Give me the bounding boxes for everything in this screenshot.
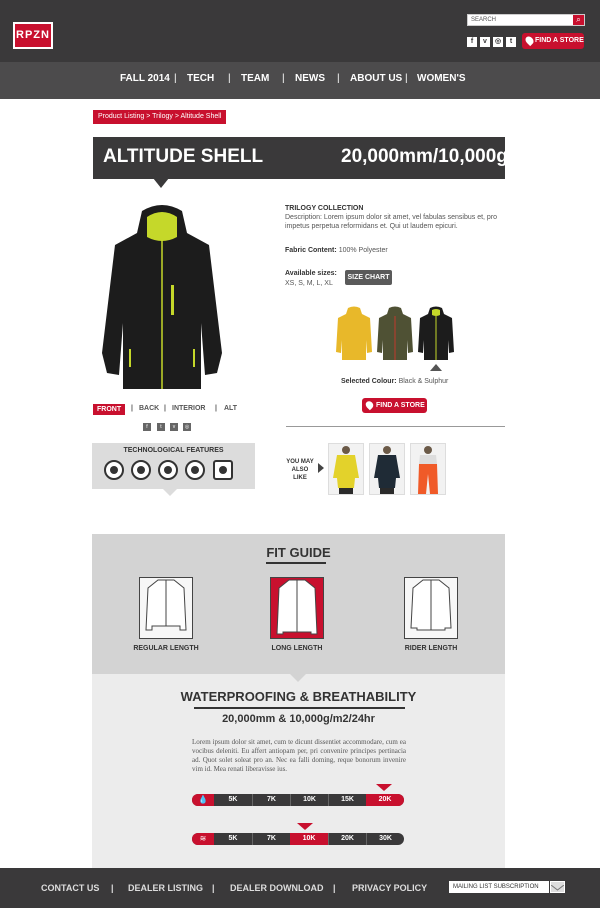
breath-scale-indicator (297, 823, 313, 830)
footer-separator: | (333, 883, 336, 893)
sizes-value: XS, S, M, L, XL (285, 280, 333, 287)
water-scale-20k: 20K (366, 794, 404, 806)
tech-pointer (163, 489, 177, 496)
title-pointer (153, 178, 169, 188)
related-product[interactable] (369, 443, 405, 495)
nav-separator: | (405, 73, 408, 84)
water-scale-indicator (376, 784, 392, 791)
view-alt-tab[interactable]: ALT (224, 405, 238, 412)
nav-separator: | (337, 73, 340, 84)
water-drop-icon: 💧 (192, 794, 214, 806)
fit-long-length[interactable] (270, 577, 324, 639)
breath-scale-30k: 30K (366, 833, 404, 845)
fabric-label: Fabric Content: (285, 247, 337, 254)
instagram-icon[interactable]: ◎ (494, 38, 502, 45)
tech-feature-icon[interactable] (185, 460, 205, 480)
waterproof-scale (192, 794, 404, 806)
breath-scale-5k: 5K (228, 835, 238, 842)
share-facebook-icon[interactable]: f (143, 423, 151, 431)
waterproofing-underline (194, 707, 405, 709)
footer-separator: | (212, 883, 215, 893)
find-store-product-label: FIND A STORE (376, 402, 425, 409)
share-vimeo-icon[interactable]: v (170, 423, 178, 431)
search-input[interactable]: SEARCH (467, 14, 585, 26)
envelope-icon-graphic (551, 885, 564, 895)
search-icon[interactable]: ⌕ (573, 15, 584, 25)
nav-news[interactable]: NEWS (295, 73, 325, 84)
mailing-list-input[interactable]: MAILING LIST SUBSCRIPTION (449, 881, 549, 893)
tech-features-title: TECHNOLOGICAL FEATURES (123, 447, 224, 454)
view-back-tab[interactable]: BACK (139, 405, 160, 412)
related-product-image (370, 444, 404, 494)
you-may-also-like-arrow (318, 463, 324, 473)
selected-colour-value: Black & Sulphur (398, 378, 449, 385)
fabric-content (285, 246, 388, 255)
tech-feature-icon[interactable] (131, 460, 151, 480)
breadcrumb[interactable]: Product Listing > Trilogy > Altitude Shell (93, 110, 226, 124)
regular-length-icon (140, 578, 192, 638)
nav-womens[interactable]: WOMEN'S (417, 73, 466, 84)
colour-swatch-black-sulphur[interactable] (418, 306, 454, 362)
view-separator: | (215, 405, 217, 412)
location-pin-icon (524, 35, 535, 46)
product-specs: 20,000mm/10,000g (341, 146, 508, 167)
location-pin-icon (364, 400, 375, 411)
breathability-scale (192, 833, 404, 845)
water-scale-7k: 7K (252, 794, 290, 806)
footer-separator: | (111, 883, 114, 893)
you-may-also-like-label: YOU MAY ALSO LIKE (286, 459, 314, 481)
section-divider (286, 426, 505, 427)
product-image-front[interactable] (97, 203, 227, 398)
find-store-product-button[interactable] (362, 398, 427, 413)
nav-separator: | (282, 73, 285, 84)
long-length-icon (271, 578, 323, 638)
view-front-tab[interactable]: FRONT (93, 404, 125, 415)
selected-colour-label: Selected Colour: (341, 378, 397, 385)
colour-swatch-olive[interactable] (377, 306, 413, 362)
fit-guide-title: FIT GUIDE (266, 545, 331, 560)
related-product[interactable] (410, 443, 446, 495)
footer-privacy-policy[interactable]: PRIVACY POLICY (352, 883, 428, 893)
fabric-value: 100% Polyester (338, 247, 388, 254)
facebook-icon[interactable]: f (467, 37, 477, 47)
envelope-icon[interactable] (550, 881, 565, 893)
breathability-icon: ≋ (192, 833, 214, 845)
product-title: ALTITUDE SHELL (103, 146, 264, 167)
fit-regular-length[interactable] (139, 577, 193, 639)
water-scale-5k: 5K (228, 796, 238, 803)
tech-feature-icon[interactable] (213, 460, 233, 480)
fit-rider-length[interactable] (404, 577, 458, 639)
nav-fall-2014[interactable]: FALL 2014 (120, 73, 170, 84)
brand-logo[interactable]: RPZN (13, 22, 53, 49)
footer-contact-us[interactable]: CONTACT US (41, 883, 100, 893)
view-interior-tab[interactable]: INTERIOR (172, 405, 206, 412)
waterproofing-title: WATERPROOFING & BREATHABILITY (180, 689, 417, 704)
view-separator: | (131, 405, 133, 412)
product-description: Description: Lorem ipsum dolor sit amet, vel fabulas sensibus et, pro impetus perpetua reformidans et. Qui ut laudem epicuri. (285, 214, 498, 230)
fit-rider-label: RIDER LENGTH (404, 645, 458, 652)
twitter-icon[interactable]: t (506, 37, 516, 47)
water-scale-15k: 15K (328, 794, 366, 806)
nav-about-us[interactable]: ABOUT US (350, 73, 403, 84)
colour-swatch-yellow[interactable] (336, 306, 372, 362)
share-instagram-icon[interactable]: ◎ (184, 424, 190, 430)
collection-name: TRILOGY COLLECTION (285, 205, 364, 212)
waterproofing-subtitle: 20,000mm & 10,000g/m2/24hr (222, 713, 375, 725)
fit-guide-pointer (290, 674, 306, 682)
breath-scale-7k: 7K (252, 833, 290, 845)
size-chart-button[interactable]: SIZE CHART (345, 270, 392, 285)
share-twitter-icon[interactable]: t (157, 423, 165, 431)
breath-scale-20k: 20K (328, 833, 366, 845)
fit-long-label: LONG LENGTH (271, 645, 323, 652)
find-store-button[interactable] (522, 33, 584, 49)
rider-length-icon (405, 578, 457, 638)
waterproofing-description: Lorem ipsum dolor sit amet, cum te dicunt dissentiet accommodare, cum ea vocibus deleniti. Eu affert antiopam per, pri convenire principes pertinacia ad. Quot solet soleat pro an. Nec ea falli doming, reque bonorum invenire vim id. Mea renati liberavisse ius. (192, 738, 406, 773)
tech-feature-icon[interactable] (104, 460, 124, 480)
footer-dealer-listing[interactable]: DEALER LISTING (128, 883, 204, 893)
breath-scale-10k: 10K (290, 833, 328, 845)
tech-feature-icon[interactable] (158, 460, 178, 480)
find-store-label: FIND A STORE (535, 37, 584, 44)
footer-dealer-download[interactable]: DEALER DOWNLOAD (230, 883, 324, 893)
fit-guide-underline (266, 562, 326, 564)
related-product-image (411, 444, 445, 494)
related-product-image (329, 444, 363, 494)
top-header (0, 0, 600, 62)
nav-separator: | (174, 73, 177, 84)
nav-team[interactable]: TEAM (241, 73, 270, 84)
view-separator: | (164, 405, 166, 412)
sizes-label: Available sizes: (285, 270, 337, 277)
related-product[interactable] (328, 443, 364, 495)
selected-colour (341, 377, 448, 386)
fit-regular-label: REGULAR LENGTH (133, 645, 199, 652)
nav-tech[interactable]: TECH (187, 73, 215, 84)
vimeo-icon[interactable]: v (480, 37, 490, 47)
selected-colour-indicator (430, 364, 442, 371)
water-scale-10k: 10K (290, 794, 328, 806)
nav-separator: | (228, 73, 231, 84)
